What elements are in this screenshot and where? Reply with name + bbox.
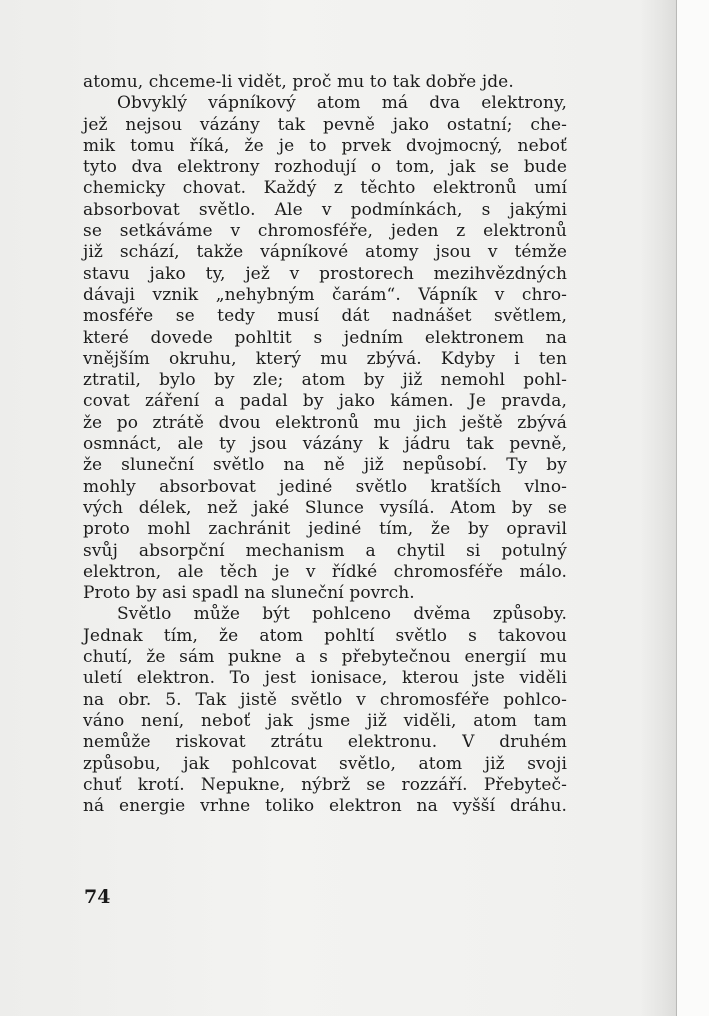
text-line: které dovede pohltit s jedním elektronem na	[83, 327, 567, 348]
text-line: chuť krotí. Nepukne, nýbrž se rozzáří. Přebyteč-	[83, 774, 567, 795]
page-number: 74	[84, 886, 111, 908]
next-page-edge	[676, 0, 709, 1016]
text-line: atomu, chceme-li vidět, proč mu to tak dobře jde.	[83, 72, 514, 92]
text-line: chemicky chovat. Každý z těchto elektronů umí	[83, 178, 567, 199]
text-line: chutí, že sám pukne a s přebytečnou energií mu	[83, 647, 567, 668]
text-line: mohly absorbovat jediné světlo kratších vlno-	[83, 476, 567, 497]
text-line: tyto dva elektrony rozhodují o tom, jak se bude	[83, 157, 567, 178]
text-line: Obvyklý vápníkový atom má dva elektrony,	[117, 93, 567, 114]
page-fold-shadow	[640, 0, 680, 1016]
text-line: způsobu, jak pohlcovat světlo, atom již svoji	[83, 753, 567, 774]
text-line: Světlo může být pohlceno dvěma způsoby.	[117, 604, 567, 625]
text-line: stavu jako ty, jež v prostorech mezihvězdných	[83, 263, 567, 284]
text-line: proto mohl zachránit jediné tím, že by opravil	[83, 519, 567, 540]
text-line: absorbovat světlo. Ale v podmínkách, s jakými	[83, 199, 567, 220]
text-line: že sluneční světlo na ně již nepůsobí. Ty by	[83, 455, 567, 476]
text-line: elektron, ale těch je v řídké chromosféře málo.	[83, 561, 567, 582]
text-line: váno není, neboť jak jsme již viděli, atom tam	[83, 710, 567, 731]
text-line: již schází, takže vápníkové atomy jsou v témže	[83, 242, 567, 263]
text-line: mik tomu říká, že je to prvek dvojmocný, neboť	[83, 135, 567, 156]
text-line: Proto by asi spadl na sluneční povrch.	[83, 583, 415, 604]
text-line: nemůže riskovat ztrátu elektronu. V druhém	[83, 732, 567, 753]
text-line: ná energie vrhne toliko elektron na vyšší dráhu.	[83, 796, 567, 817]
text-line: jež nejsou vázány tak pevně jako ostatní; che-	[83, 114, 567, 135]
text-line: uletí elektron. To jest ionisace, kterou jste viděli	[83, 668, 567, 689]
text-line: mosféře se tedy musí dát nadnášet světlem,	[83, 306, 567, 327]
text-line: ztratil, bylo by zle; atom by již nemohl pohl-	[83, 370, 567, 391]
text-line: se setkáváme v chromosféře, jeden z elektronů	[83, 221, 567, 242]
text-line: Jednak tím, že atom pohltí světlo s takovou	[83, 625, 567, 646]
body-text	[83, 72, 567, 817]
text-line: dávaji vznik „nehybným čarám“. Vápník v chro-	[83, 284, 567, 305]
text-line: na obr. 5. Tak jistě světlo v chromosféře pohlco-	[83, 689, 567, 710]
text-line: že po ztrátě dvou elektronů mu jich ještě zbývá	[83, 412, 567, 433]
text-line: osmnáct, ale ty jsou vázány k jádru tak pevně,	[83, 434, 567, 455]
text-line: svůj absorpční mechanism a chytil si potulný	[83, 540, 567, 561]
text-line: covat záření a padal by jako kámen. Je pravda,	[83, 391, 567, 412]
text-line: vnějším okruhu, který mu zbývá. Kdyby i ten	[83, 348, 567, 369]
text-line: vých délek, než jaké Slunce vysílá. Atom by se	[83, 497, 567, 518]
